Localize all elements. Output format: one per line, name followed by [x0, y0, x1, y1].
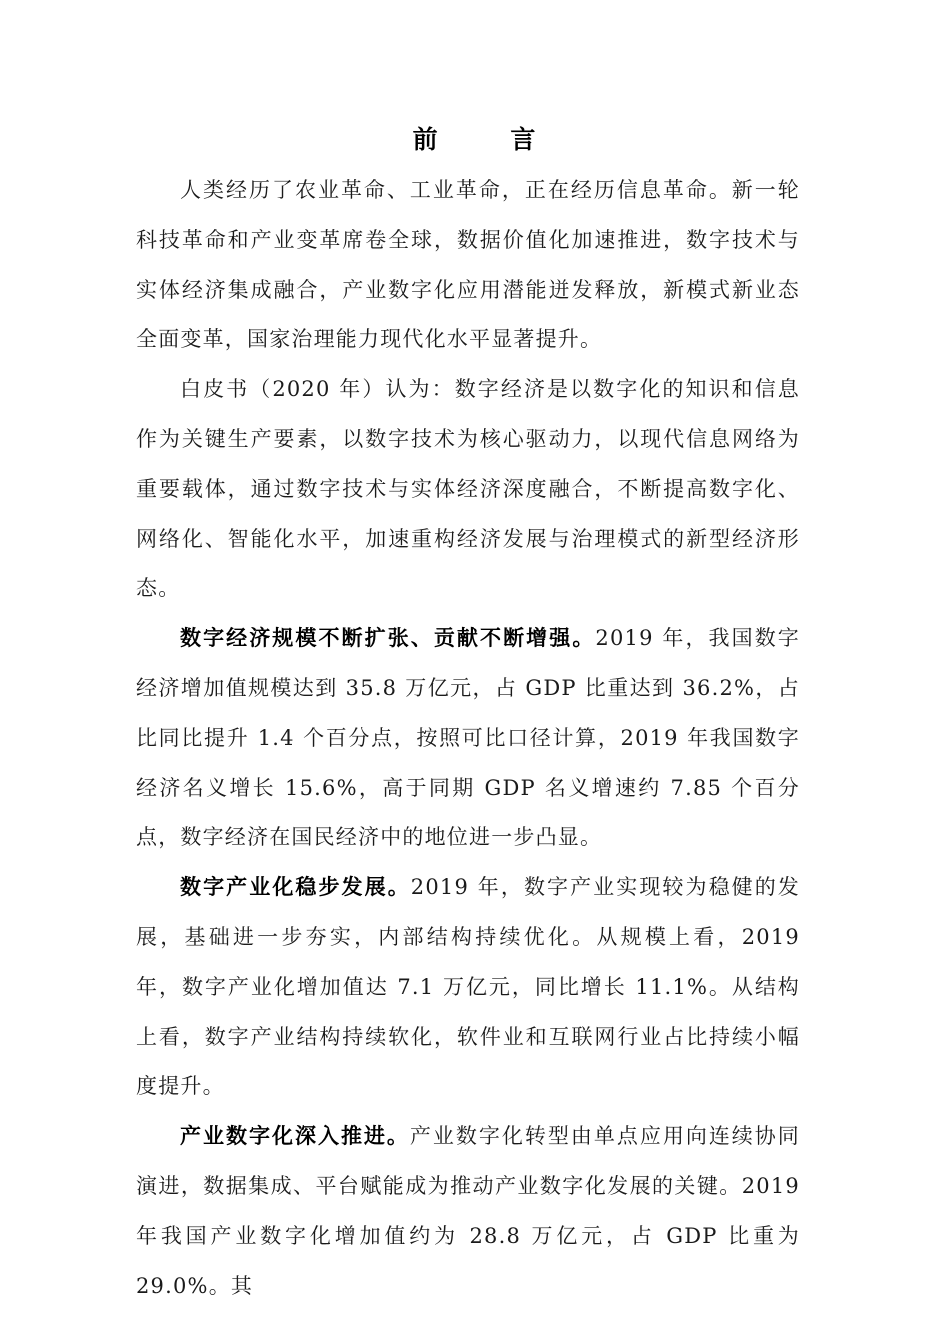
paragraph-text: 人类经历了农业革命、工业革命，正在经历信息革命。新一轮科技革命和产业变革席卷全球，数据价值化加速推进，数字技术与实体经济集成融合，产业数字化应用潜能迸发释放，新模式新业态全面变革，国家治理能力现代化水平显著提升。	[136, 178, 800, 352]
paragraph-digital-industrialization	[136, 863, 800, 1112]
paragraph-text: 2019 年，数字产业实现较为稳健的发展，基础进一步夯实，内部结构持续优化。从规模上看，2019 年，数字产业化增加值达 7.1 万亿元，同比增长 11.1%。从结构上看，数字产业结构持续软化，软件业和互联网行业占比持续小幅度提升。	[136, 875, 801, 1099]
paragraph-lead: 数字经济规模不断扩张、贡献不断增强。	[180, 626, 596, 651]
paragraph-lead: 数字产业化稳步发展。	[180, 875, 411, 900]
paragraph-text: 产业数字化转型由单点应用向连续协同演进，数据集成、平台赋能成为推动产业数字化发展的关键。2019 年我国产业数字化增加值约为 28.8 万亿元，占 GDP 比重为 29.0%。其	[136, 1124, 800, 1298]
paragraph-lead: 白皮书（2020 年）认为：	[180, 377, 455, 402]
paragraph-text: 数字经济是以数字化的知识和信息作为关键生产要素，以数字技术为核心驱动力，以现代信息网络为重要载体，通过数字技术与实体经济深度融合，不断提高数字化、网络化、智能化水平，加速重构经济发展与治理模式的新型经济形态。	[136, 377, 800, 601]
body-text	[136, 166, 800, 1311]
paragraph-text: 2019 年，我国数字经济增加值规模达到 35.8 万亿元，占 GDP 比重达到 36.2%，占比同比提升 1.4 个百分点，按照可比口径计算，2019 年我国数字经济名义增长 15.6%，高于同期 GDP 名义增速约 7.85 个百分点，数字经济在国民经济中的地位进一步凸显。	[136, 626, 800, 850]
paragraph-intro	[136, 166, 800, 365]
paragraph-industrial-digitalization	[136, 1112, 800, 1311]
paragraph-lead: 产业数字化深入推进。	[180, 1124, 410, 1149]
page-title: 前 言	[412, 125, 568, 154]
paragraph-scale	[136, 614, 800, 863]
paragraph-definition	[136, 365, 800, 614]
